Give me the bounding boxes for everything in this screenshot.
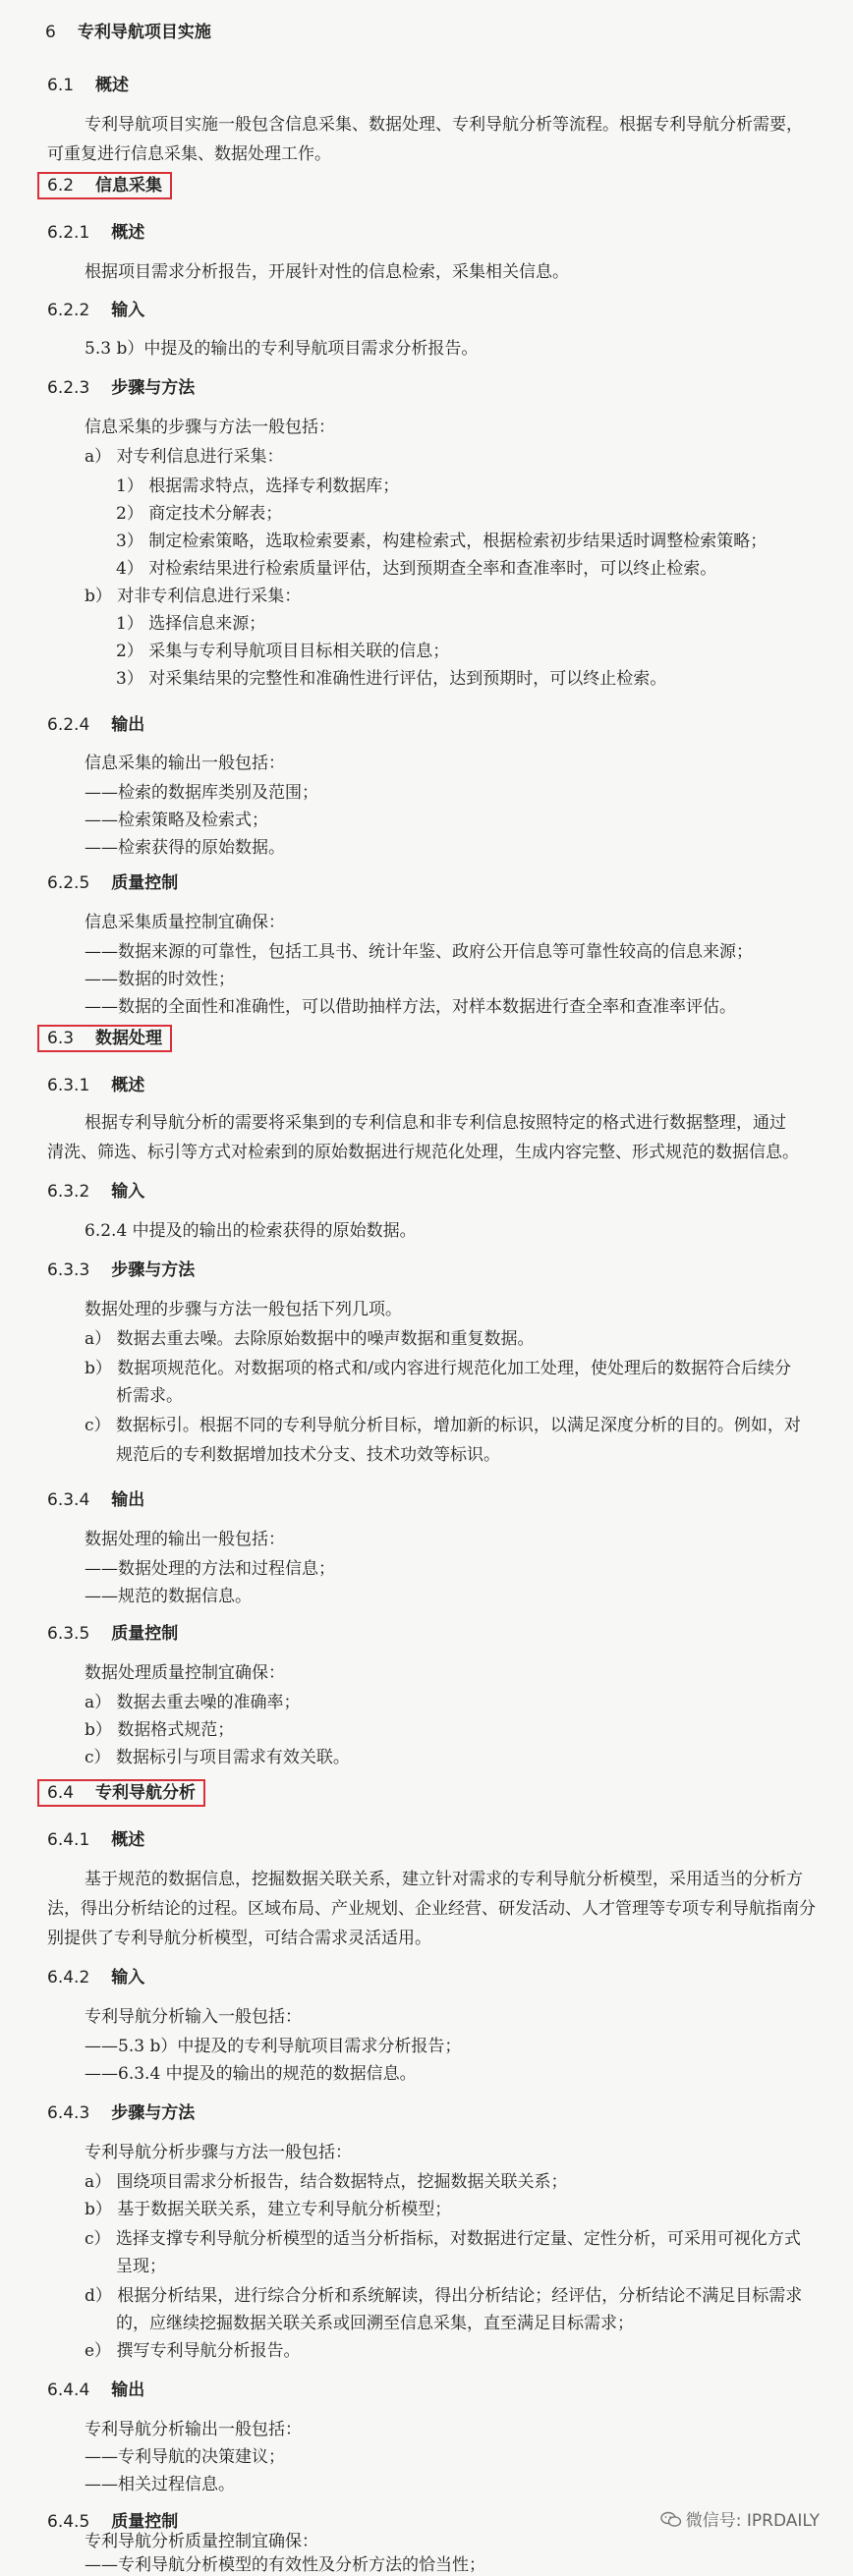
paragraph-line: 别提供了专利导航分析模型，可结合需求灵活适用。 bbox=[47, 1929, 431, 1948]
section-heading-6-4-1 bbox=[47, 1829, 144, 1851]
section-title: 概述 bbox=[111, 1830, 145, 1850]
paragraph-line: 1） 根据需求特点，选择专利数据库； bbox=[116, 476, 400, 496]
paragraph-line: 3） 制定检索策略，选取检索要素，构建检索式，根据检索初步结果适时调整检索策略； bbox=[116, 532, 768, 551]
section-heading-6-3-3 bbox=[47, 1260, 195, 1281]
paragraph-line: 6.2.4 中提及的输出的检索获得的原始数据。 bbox=[85, 1221, 417, 1241]
section-title: 概述 bbox=[111, 1076, 145, 1095]
paragraph-line: 5.3 b）中提及的输出的专利导航项目需求分析报告。 bbox=[85, 339, 479, 359]
section-number: 6.3.4 bbox=[47, 1490, 90, 1510]
section-heading-6-3-4 bbox=[47, 1489, 144, 1511]
section-title: 步骤与方法 bbox=[111, 378, 196, 398]
paragraph-line: 信息采集质量控制宜确保： bbox=[85, 913, 285, 932]
paragraph-line: b） 数据项规范化。对数据项的格式和/或内容进行规范化加工处理，使处理后的数据符合后续分 bbox=[85, 1359, 792, 1378]
paragraph-line: 1） 选择信息来源； bbox=[116, 614, 266, 634]
section-title: 概述 bbox=[95, 76, 130, 95]
paragraph-line: ——检索的数据库类别及范围； bbox=[85, 783, 318, 803]
paragraph-line: 规范后的专利数据增加技术分支、技术功效等标识。 bbox=[116, 1445, 500, 1465]
paragraph-line: ——相关过程信息。 bbox=[85, 2475, 235, 2494]
section-title: 输入 bbox=[111, 1968, 145, 1988]
paragraph-line: ——数据来源的可靠性，包括工具书、统计年鉴、政府公开信息等可靠性较高的信息来源； bbox=[85, 942, 753, 962]
section-number: 6.2.2 bbox=[47, 301, 90, 320]
section-heading-6-4-4 bbox=[47, 2380, 144, 2401]
section-number: 6 bbox=[45, 23, 56, 42]
paragraph-line: b） 对非专利信息进行采集： bbox=[85, 587, 302, 606]
section-number: 6.4.2 bbox=[47, 1968, 90, 1988]
section-title: 输入 bbox=[111, 1182, 145, 1202]
paragraph-line: c） 选择支撑专利导航分析模型的适当分析指标，对数据进行定量、定性分析，可采用可视化方式 bbox=[85, 2229, 801, 2249]
paragraph-line: 的，应继续挖掘数据关联关系或回溯至信息采集，直至满足目标需求； bbox=[116, 2314, 634, 2333]
paragraph-line: 基于规范的数据信息，挖掘数据关联关系，建立针对需求的专利导航分析模型，采用适当的分析方 bbox=[85, 1870, 803, 1889]
section-number: 6.2.1 bbox=[47, 223, 90, 243]
section-heading-6-2-3 bbox=[47, 377, 195, 399]
section-title: 输出 bbox=[111, 1490, 145, 1510]
paragraph-line: 专利导航分析输入一般包括： bbox=[85, 2007, 302, 2027]
paragraph-line: ——专利导航的决策建议； bbox=[85, 2447, 285, 2467]
section-heading-6-3-1 bbox=[47, 1075, 144, 1096]
paragraph-line: ——5.3 b）中提及的专利导航项目需求分析报告； bbox=[85, 2037, 462, 2056]
section-title: 输出 bbox=[111, 715, 145, 735]
section-heading-6-4-2 bbox=[47, 1967, 144, 1988]
section-heading-6-2 bbox=[37, 175, 172, 196]
section-heading-6-3-5 bbox=[47, 1623, 178, 1645]
section-number: 6.2.5 bbox=[47, 873, 90, 893]
paragraph-line: 专利导航项目实施一般包含信息采集、数据处理、专利导航分析等流程。根据专利导航分析需要， bbox=[85, 115, 803, 135]
section-number: 6.3 bbox=[47, 1029, 75, 1048]
section-heading-6-3-2 bbox=[47, 1181, 144, 1203]
section-heading-6-2-4 bbox=[47, 714, 144, 736]
paragraph-line: ——检索获得的原始数据。 bbox=[85, 838, 285, 858]
section-number: 6.3.3 bbox=[47, 1260, 90, 1280]
section-heading-6-1 bbox=[47, 75, 129, 96]
paragraph-line: a） 围绕项目需求分析报告，结合数据特点，挖掘数据关联关系； bbox=[85, 2172, 568, 2192]
section-heading-6-4-3 bbox=[47, 2102, 195, 2124]
section-heading-6-2-5 bbox=[47, 872, 178, 894]
section-title: 概述 bbox=[111, 223, 145, 243]
paragraph-line: 专利导航分析步骤与方法一般包括： bbox=[85, 2143, 352, 2162]
paragraph-line: 根据专利导航分析的需要将采集到的专利信息和非专利信息按照特定的格式进行数据整理，通过 bbox=[85, 1113, 786, 1133]
paragraph-line: 信息采集的步骤与方法一般包括： bbox=[85, 418, 335, 437]
paragraph-line: ——数据处理的方法和过程信息； bbox=[85, 1559, 335, 1579]
section-heading-6-2-2 bbox=[47, 300, 144, 321]
wechat-icon bbox=[660, 2511, 682, 2528]
paragraph-line: 2） 采集与专利导航项目目标相关联的信息； bbox=[116, 642, 450, 661]
section-heading-6-2-1 bbox=[47, 222, 144, 244]
paragraph-line: 4） 对检索结果进行检索质量评估，达到预期查全率和查准率时，可以终止检索。 bbox=[116, 559, 717, 579]
section-title: 步骤与方法 bbox=[111, 2103, 196, 2123]
paragraph-line: 根据项目需求分析报告，开展针对性的信息检索，采集相关信息。 bbox=[85, 262, 569, 282]
section-number: 6.3.5 bbox=[47, 1624, 90, 1644]
section-title: 质量控制 bbox=[111, 873, 179, 893]
section-title: 输出 bbox=[111, 2380, 145, 2400]
section-heading-6-4-5 bbox=[47, 2511, 178, 2533]
paragraph-line: c） 数据标引与项目需求有效关联。 bbox=[85, 1748, 350, 1767]
paragraph-line: 专利导航分析质量控制宜确保： bbox=[85, 2532, 318, 2551]
paragraph-line: ——专利导航分析模型的有效性及分析方法的恰当性； bbox=[85, 2555, 485, 2575]
section-number: 6.3.1 bbox=[47, 1076, 90, 1095]
section-title: 质量控制 bbox=[111, 1624, 179, 1644]
watermark bbox=[660, 2506, 820, 2531]
section-title: 输入 bbox=[111, 301, 145, 320]
paragraph-line: 2） 商定技术分解表； bbox=[116, 504, 283, 524]
paragraph-line: 专利导航分析输出一般包括： bbox=[85, 2420, 302, 2439]
section-title: 质量控制 bbox=[111, 2512, 179, 2532]
paragraph-line: ——数据的时效性； bbox=[85, 970, 235, 989]
paragraph-line: 信息采集的输出一般包括： bbox=[85, 754, 285, 773]
paragraph-line: e） 撰写专利导航分析报告。 bbox=[85, 2341, 301, 2361]
paragraph-line: ——数据的全面性和准确性，可以借助抽样方法，对样本数据进行查全率和查准率评估。 bbox=[85, 997, 736, 1017]
paragraph-line: 3） 对采集结果的完整性和准确性进行评估，达到预期时，可以终止检索。 bbox=[116, 669, 667, 689]
paragraph-line: a） 数据去重去噪。去除原始数据中的噪声数据和重复数据。 bbox=[85, 1329, 535, 1349]
section-number: 6.4.3 bbox=[47, 2103, 90, 2123]
paragraph-line: 可重复进行信息采集、数据处理工作。 bbox=[47, 144, 331, 164]
paragraph-line: ——规范的数据信息。 bbox=[85, 1587, 252, 1606]
section-number: 6.2.4 bbox=[47, 715, 90, 735]
section-number: 6.3.2 bbox=[47, 1182, 90, 1202]
section-number: 6.4.5 bbox=[47, 2512, 90, 2532]
section-number: 6.4.1 bbox=[47, 1830, 90, 1850]
paragraph-line: 呈现； bbox=[116, 2257, 166, 2276]
section-heading-6-4 bbox=[37, 1782, 205, 1804]
section-title: 专利导航项目实施 bbox=[77, 23, 211, 42]
paragraph-line: b） 基于数据关联关系，建立专利导航分析模型； bbox=[85, 2200, 452, 2219]
section-title: 数据处理 bbox=[95, 1029, 163, 1048]
paragraph-line: 清洗、筛选、标引等方式对检索到的原始数据进行规范化处理，生成内容完整、形式规范的数据信息。 bbox=[47, 1143, 799, 1162]
section-heading-6 bbox=[45, 22, 211, 43]
section-number: 6.1 bbox=[47, 76, 75, 95]
paragraph-line: 数据处理的输出一般包括： bbox=[85, 1530, 285, 1549]
section-number: 6.4 bbox=[47, 1783, 75, 1803]
paragraph-line: c） 数据标引。根据不同的专利导航分析目标，增加新的标识，以满足深度分析的目的。例如，对 bbox=[85, 1416, 801, 1435]
paragraph-line: a） 对专利信息进行采集： bbox=[85, 447, 284, 467]
watermark-text: 微信号: IPRDAILY bbox=[685, 2511, 820, 2531]
paragraph-line: 数据处理质量控制宜确保： bbox=[85, 1663, 285, 1683]
paragraph-line: 法，得出分析结论的过程。区域布局、产业规划、企业经营、研发活动、人才管理等专项专利导航指南分 bbox=[47, 1899, 816, 1919]
section-title: 步骤与方法 bbox=[111, 1260, 196, 1280]
paragraph-line: 数据处理的步骤与方法一般包括下列几项。 bbox=[85, 1300, 402, 1319]
section-title: 专利导航分析 bbox=[95, 1783, 197, 1803]
section-number: 6.4.4 bbox=[47, 2380, 90, 2400]
paragraph-line: d） 根据分析结果，进行综合分析和系统解读，得出分析结论；经评估，分析结论不满足目标需求 bbox=[85, 2286, 803, 2306]
section-heading-6-3 bbox=[37, 1028, 172, 1049]
paragraph-line: ——6.3.4 中提及的输出的规范的数据信息。 bbox=[85, 2064, 417, 2084]
paragraph-line: 析需求。 bbox=[116, 1386, 183, 1406]
paragraph-line: a） 数据去重去噪的准确率； bbox=[85, 1693, 301, 1712]
section-number: 6.2.3 bbox=[47, 378, 90, 398]
section-number: 6.2 bbox=[47, 176, 75, 196]
section-title: 信息采集 bbox=[95, 176, 163, 196]
paragraph-line: ——检索策略及检索式； bbox=[85, 811, 268, 830]
paragraph-line: b） 数据格式规范； bbox=[85, 1720, 235, 1740]
